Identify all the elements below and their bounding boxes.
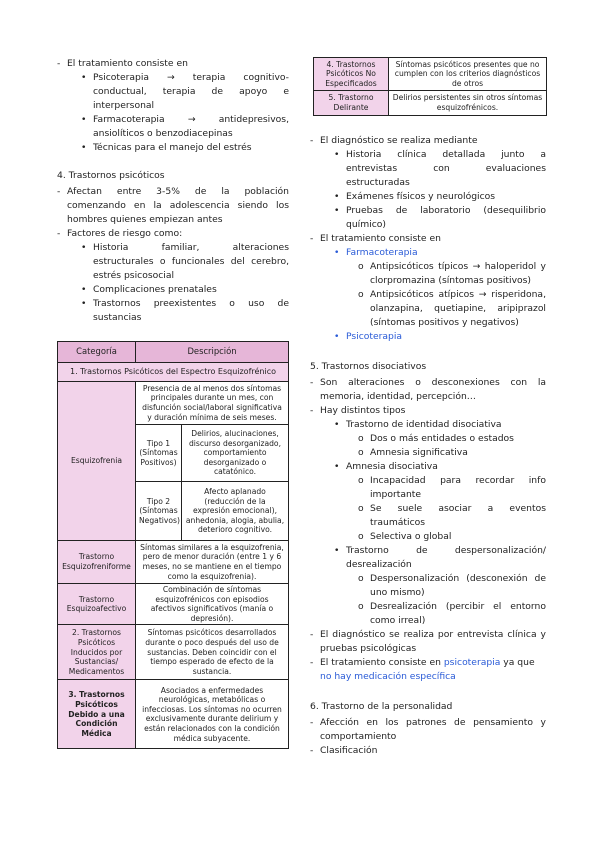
- no-medicacion-highlight: no hay medicación específica: [320, 671, 456, 682]
- cell-delirante: 5. Trastorno Delirante: [314, 91, 389, 116]
- psychotic-disorders-table: [57, 341, 289, 749]
- list-item: o Se suele asociar a eventos traumáticos: [358, 503, 546, 528]
- cell-esquizofrenia-desc: Presencia de al menos dos síntomas principales durante un mes, con disfunción social/laboral significativa y duración mínima de seis meses.: [136, 382, 289, 425]
- list-item: • Complicaciones prenatales: [81, 284, 217, 295]
- list-item: • Farmacoterapia: [334, 247, 418, 258]
- list-item: o Antipsicóticos atípicos → risperidona, olanzapina, quetiapine, aripiprazol (síntomas positivos y negativos): [358, 289, 546, 328]
- psicoterapia-highlight: psicoterapia: [443, 657, 501, 668]
- list-item: - El tratamiento consiste en psicoterapia ya que no hay medicación específica: [310, 657, 535, 682]
- cell-esquizoafectivo-desc: Combinación de síntomas esquizofrénicos con episodios afectivos significativos (manía o depresión).: [136, 584, 289, 625]
- list-item: • Técnicas para el manejo del estrés: [81, 142, 252, 153]
- list-item: • Trastorno de despersonalización/ desrealización: [334, 545, 546, 570]
- cell-sustancias-desc: Síntomas psicóticos desarrollados durante o poco después del uso de sustancias. Deben coincidir con el tiempo esperado de efecto de la sustancia.: [136, 625, 289, 680]
- header-categoria: Categoría: [58, 342, 136, 363]
- list-item: • Historia clínica detallada junto a entrevistas con evaluaciones estructuradas: [334, 149, 546, 188]
- list-item: o Amnesia significativa: [358, 447, 468, 458]
- list-item: • Trastornos preexistentes o uso de sustancias: [81, 298, 289, 323]
- list-item: o Dos o más entidades o estados: [358, 433, 514, 444]
- cell-delirante-desc: Delirios persistentes sin otros síntomas esquizofrénicos.: [389, 91, 547, 116]
- list-item: - Son alteraciones o desconexiones con la memoria, identidad, percepción…: [310, 377, 546, 402]
- cell-condicion-medica: 3. Trastornos Psicóticos Debido a una Condición Médica: [58, 680, 136, 749]
- section-heading: 6. Trastorno de la personalidad: [310, 701, 453, 712]
- list-item: • Amnesia disociativa: [334, 461, 438, 472]
- cell-condicion-medica-desc: Asociados a enfermedades neurológicas, metabólicas o infecciosas. Los síntomas no ocurren exclusivamente durante delirium y están relacionados con la condición médica subyacente.: [136, 680, 289, 749]
- section-row: 1. Trastornos Psicóticos del Espectro Esquizofrénico: [58, 363, 289, 382]
- list-item: - Afección en los patrones de pensamiento y comportamiento: [310, 717, 546, 742]
- cell-esquizoafectivo: Trastorno Esquizoafectivo: [58, 584, 136, 625]
- list-item: • Farmacoterapia → antidepresivos, ansiolíticos o benzodiacepinas: [81, 114, 289, 139]
- list-item: • Psicoterapia: [334, 331, 403, 342]
- section-heading: 4. Trastornos psicóticos: [57, 170, 165, 181]
- cell-sustancias: 2. Trastornos Psicóticos Inducidos por Sustancias/ Medicamentos: [58, 625, 136, 680]
- list-item: o Desrealización (percibir el entorno como irreal): [358, 601, 546, 626]
- cell-tipo1-desc: Delirios, alucinaciones, discurso desorganizado, comportamiento desorganizado o catatónico.: [182, 425, 289, 482]
- list-item: - Factores de riesgo como:: [57, 228, 183, 239]
- left-column: [57, 57, 289, 325]
- list-item: - El diagnóstico se realiza mediante: [310, 135, 478, 146]
- cell-esquizofreniforme-desc: Síntomas similares a la esquizofrenia, pero de menor duración (entre 1 y 6 meses, no se mantiene en el tiempo como la esquizofrenia).: [136, 541, 289, 584]
- list-item: - El tratamiento consiste en: [310, 233, 441, 244]
- list-item: o Selectiva o global: [358, 531, 452, 542]
- list-item: o Antipsicóticos típicos → haloperidol y clorpromazina (síntomas positivos): [358, 261, 546, 286]
- list-item: • Historia familiar, alteraciones estructurales o funcionales del cerebro, estrés psicosocial: [81, 242, 289, 281]
- list-item: • Pruebas de laboratorio (desequilibrio químico): [334, 205, 546, 230]
- list-item: • Exámenes físicos y neurológicos: [334, 191, 496, 202]
- cell-tipo1: Tipo 1 (Síntomas Positivos): [136, 425, 182, 482]
- list-item: - Afectan entre 3-5% de la población comenzando en la adolescencia siendo los hombres quienes empiezan antes: [57, 186, 289, 225]
- cell-tipo2: Tipo 2 (Síntomas Negativos): [136, 482, 182, 541]
- list-item: o Despersonalización (desconexión de uno mismo): [358, 573, 546, 598]
- cell-no-especificados: 4. Trastornos Psicóticos No Especificados: [314, 58, 389, 91]
- list-item: - El tratamiento consiste en: [57, 58, 188, 69]
- list-item: o Incapacidad para recordar info importante: [358, 475, 546, 500]
- list-item: • Psicoterapia → terapia cognitivo-conductual, terapia de apoyo e interpersonal: [81, 72, 289, 111]
- list-item: - El diagnóstico se realiza por entrevista clínica y pruebas psicológicas: [310, 629, 546, 654]
- list-item: - Clasificación: [310, 745, 378, 756]
- right-column: [310, 134, 546, 758]
- cell-esquizofrenia: Esquizofrenia: [58, 382, 136, 541]
- cell-tipo2-desc: Afecto aplanado (reducción de la expresión emocional), anhedonia, alogia, abulia, deterioro cognitivo.: [182, 482, 289, 541]
- list-item: • Trastorno de identidad disociativa: [334, 419, 502, 430]
- header-descripcion: Descripción: [136, 342, 289, 363]
- cell-no-especificados-desc: Síntomas psicóticos presentes que no cumplen con los criterios diagnósticos de otros: [389, 58, 547, 91]
- list-item: - Hay distintos tipos: [310, 405, 406, 416]
- section-heading: 5. Trastornos disociativos: [310, 361, 427, 372]
- psychotic-disorders-table-continued: [313, 57, 547, 116]
- cell-esquizofreniforme: Trastorno Esquizofreniforme: [58, 541, 136, 584]
